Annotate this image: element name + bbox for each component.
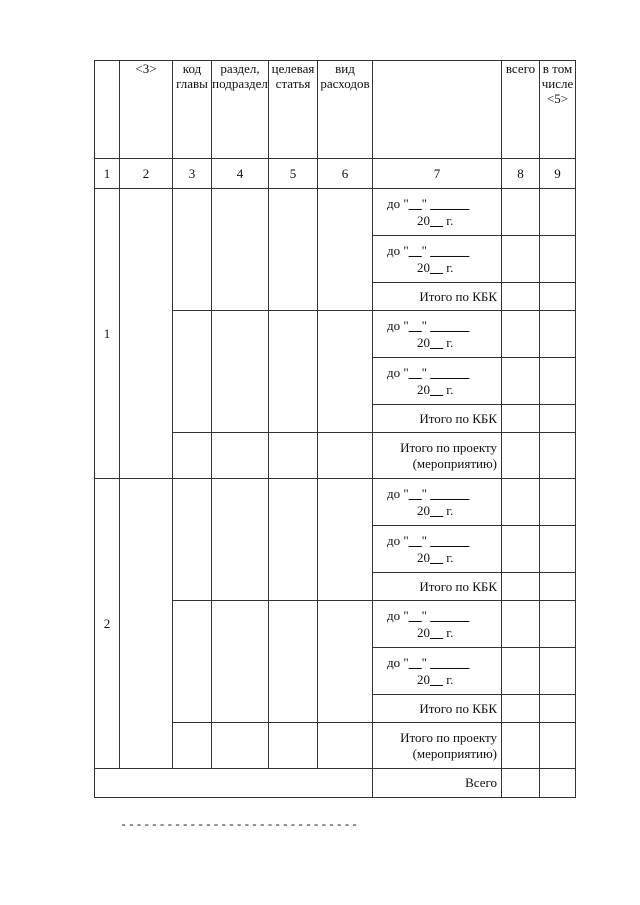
empty-cell [269,479,318,601]
column-number-row [95,159,576,189]
column-number: 6 [318,159,373,189]
empty-cell [318,189,373,311]
empty-cell [269,723,318,769]
header-col-8: всего [502,61,540,159]
empty-cell [502,769,540,798]
empty-cell [212,311,269,433]
date-cell: до "__" ______ 20__ г. [373,601,502,648]
header-col-2: <3> [120,61,173,159]
empty-cell [502,648,540,695]
empty-cell [502,601,540,648]
empty-cell [269,311,318,433]
kbk-total-label: Итого по КБК [373,283,502,311]
kbk-total-label: Итого по КБК [373,405,502,433]
empty-cell [502,358,540,405]
empty-cell [173,189,212,311]
header-col-9: в том числе <5> [540,61,576,159]
empty-cell [540,358,576,405]
empty-cell [318,723,373,769]
empty-cell [502,526,540,573]
footnote-separator: ------------------------------- [120,818,359,832]
header-col-3: код главы [173,61,212,159]
empty-cell [540,405,576,433]
header-col-6: вид расходов [318,61,373,159]
empty-cell [212,479,269,601]
column-number: 3 [173,159,212,189]
empty-cell [540,601,576,648]
empty-cell [540,695,576,723]
column-number: 5 [269,159,318,189]
column-number: 7 [373,159,502,189]
date-cell: до "__" ______ 20__ г. [373,236,502,283]
empty-cell [173,311,212,433]
empty-cell [540,648,576,695]
header-col-4: раздел, подраздел [212,61,269,159]
empty-cell [212,723,269,769]
empty-cell [318,311,373,433]
date-cell: до "__" ______ 20__ г. [373,526,502,573]
empty-cell [318,479,373,601]
row-number: 1 [95,189,120,479]
kbk-total-label: Итого по КБК [373,695,502,723]
empty-cell [120,479,173,769]
empty-cell [502,189,540,236]
empty-cell [502,283,540,311]
empty-cell [540,189,576,236]
column-number: 9 [540,159,576,189]
empty-cell [540,283,576,311]
column-number: 4 [212,159,269,189]
header-col-7 [373,61,502,159]
header-col-5: целевая статья [269,61,318,159]
empty-cell [540,479,576,526]
budget-table [94,60,576,798]
empty-cell [502,479,540,526]
empty-cell [540,723,576,769]
column-number: 8 [502,159,540,189]
date-cell: до "__" ______ 20__ г. [373,648,502,695]
empty-cell [502,723,540,769]
empty-cell [318,433,373,479]
empty-cell [540,433,576,479]
project-total-label: Итого по проекту (мероприятию) [373,433,502,479]
empty-cell [502,236,540,283]
empty-cell [540,769,576,798]
empty-cell [540,311,576,358]
empty-cell [269,433,318,479]
date-cell: до "__" ______ 20__ г. [373,311,502,358]
empty-cell [502,405,540,433]
empty-cell [318,601,373,723]
grand-total-label: Всего [373,769,502,798]
row-number: 2 [95,479,120,769]
empty-cell [212,601,269,723]
empty-cell [173,723,212,769]
grand-total-row [95,769,576,798]
table-row [95,189,576,236]
empty-cell [173,433,212,479]
empty-cell [173,479,212,601]
empty-cell [502,573,540,601]
date-cell: до "__" ______ 20__ г. [373,479,502,526]
kbk-total-label: Итого по КБК [373,573,502,601]
empty-cell [502,433,540,479]
empty-cell [269,189,318,311]
header-col-1 [95,61,120,159]
empty-cell [212,433,269,479]
empty-cell [540,573,576,601]
date-cell: до "__" ______ 20__ г. [373,189,502,236]
empty-cell [502,695,540,723]
empty-cell [212,189,269,311]
empty-cell [269,601,318,723]
project-total-label: Итого по проекту (мероприятию) [373,723,502,769]
column-number: 1 [95,159,120,189]
column-number: 2 [120,159,173,189]
empty-cell [540,526,576,573]
header-row [95,61,576,159]
empty-cell [173,601,212,723]
empty-cell [120,189,173,479]
date-cell: до "__" ______ 20__ г. [373,358,502,405]
table-row [95,479,576,526]
empty-cell [540,236,576,283]
empty-cell [95,769,373,798]
empty-cell [502,311,540,358]
